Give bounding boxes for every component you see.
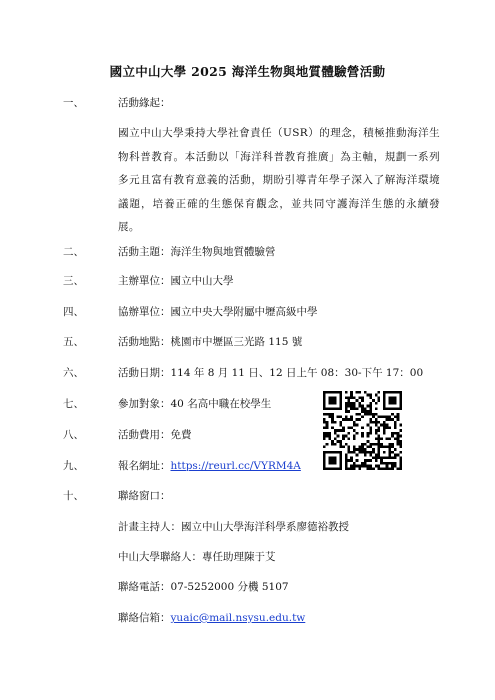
section-number: 三、 <box>63 275 84 287</box>
section-label: 聯絡窗口： <box>118 490 171 502</box>
section-number: 九、 <box>63 460 84 472</box>
section-label: 協辦單位：國立中央大學附屬中壢高級中學 <box>118 306 318 318</box>
section-label: 活動日期：114 年 8 月 11 日、12 日上午 08：30-下午 17：00 <box>118 367 424 379</box>
section-label: 活動主題：海洋生物與地質體驗營 <box>118 246 276 258</box>
contact-pi: 計畫主持人：國立中山大學海洋科學系廖德裕教授 <box>118 521 349 533</box>
section-number: 六、 <box>63 367 84 379</box>
contact-phone: 聯絡電話：07-5252000 分機 5107 <box>118 581 289 593</box>
section-label: 主辦單位：國立中山大學 <box>118 275 234 287</box>
page-title: 國立中山大學 2025 海洋生物與地質體驗營活動 <box>109 64 386 79</box>
contact-person: 中山大學聯絡人：專任助理陳于艾 <box>118 551 276 563</box>
section-number: 十、 <box>63 490 84 502</box>
section-number: 八、 <box>63 429 84 441</box>
section-number: 一、 <box>63 97 84 109</box>
section-label: 參加對象：40 名高中職在校學生 <box>118 398 272 410</box>
section-number: 四、 <box>63 306 84 318</box>
email-link[interactable]: yuaic@mail.nsysu.edu.tw <box>170 612 306 624</box>
section-label: 報名網址： <box>118 460 171 472</box>
contact-email <box>118 611 305 625</box>
section-label: 活動地點：桃園市中壢區三光路 115 號 <box>118 336 303 348</box>
section-number: 二、 <box>63 246 84 258</box>
intro-paragraph <box>118 122 440 240</box>
qr-code-icon <box>323 391 402 470</box>
section-number: 五、 <box>63 336 84 348</box>
registration-link[interactable]: https://reurl.cc/VYRM4A <box>170 460 301 472</box>
section-number: 七、 <box>63 398 84 410</box>
section-label: 活動緣起： <box>118 97 171 109</box>
section-label: 活動費用：免費 <box>118 429 192 441</box>
intro-text: 國立中山大學秉持大學社會責任（USR）的理念，積極推動海洋生物科普教育。本活動以「海洋科普教育推廣」為主軸，規劃一系列多元且富有教育意義的活動，期盼引導青年學子深入了解海洋環境議題，培養正確的生態保育觀念，並共同守護海洋生態的永續發展。 <box>118 127 440 233</box>
contact-email-label: 聯絡信箱： <box>118 612 171 624</box>
